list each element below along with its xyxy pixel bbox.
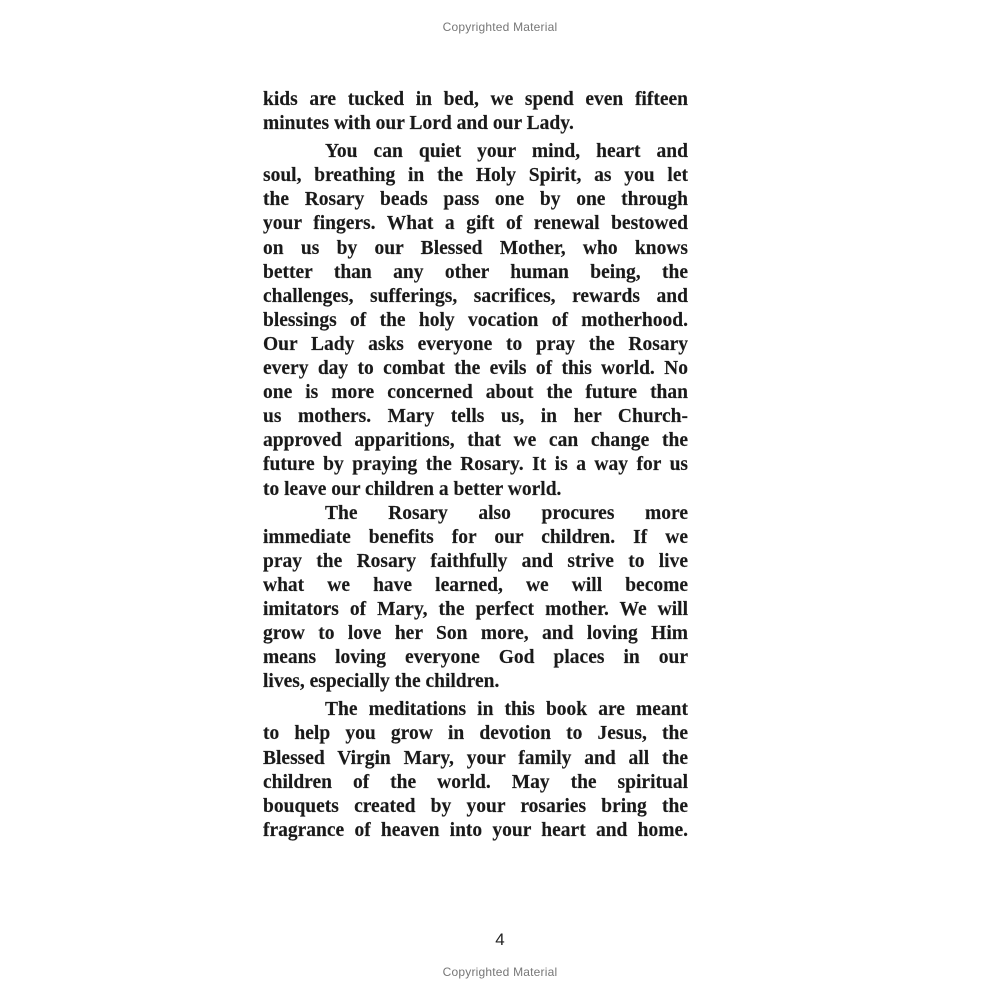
text-line: imitators of Mary, the perfect mother. We will	[263, 598, 688, 620]
text-line: Blessed Virgin Mary, your family and all the	[263, 747, 688, 769]
text-line: bouquets created by your rosaries bring the	[263, 795, 688, 817]
text-line: fragrance of heaven into your heart and home.	[263, 819, 688, 841]
text-line: kids are tucked in bed, we spend even fifteen	[263, 89, 688, 110]
text-line: challenges, sufferings, sacrifices, rewards and	[263, 285, 688, 307]
text-line: the Rosary beads pass one by one through	[263, 189, 688, 211]
text-line: to help you grow in devotion to Jesus, the	[263, 723, 688, 745]
text-line: approved apparitions, that we can change the	[263, 430, 688, 452]
text-line: children of the world. May the spiritual	[263, 771, 688, 793]
text-line: future by praying the Rosary. It is a way for us	[263, 454, 688, 476]
text-line: your fingers. What a gift of renewal bestowed	[263, 213, 688, 235]
text-line: on us by our Blessed Mother, who knows	[263, 237, 688, 259]
text-line: one is more concerned about the future than	[263, 382, 688, 404]
text-line: to leave our children a better world.	[263, 478, 562, 500]
paragraph-1	[263, 88, 688, 136]
text-line: The meditations in this book are meant	[325, 699, 688, 721]
text-line: minutes with our Lord and our Lady.	[263, 113, 574, 135]
text-line: Our Lady asks everyone to pray the Rosary	[263, 333, 688, 355]
text-line: lives, especially the children.	[263, 671, 500, 693]
page-number: 4	[495, 930, 505, 949]
text-line: every day to combat the evils of this world. No	[263, 358, 688, 380]
paragraph-3	[263, 502, 688, 695]
text-line: us mothers. Mary tells us, in her Church-	[263, 406, 688, 428]
text-line: soul, breathing in the Holy Spirit, as you let	[263, 165, 688, 187]
copyright-watermark-bottom: Copyrighted Material	[442, 965, 558, 979]
text-line: means loving everyone God places in our	[263, 647, 688, 669]
text-line: immediate benefits for our children. If we	[263, 526, 688, 548]
text-line: The Rosary also procures more	[325, 502, 688, 524]
text-line: pray the Rosary faithfully and strive to live	[263, 550, 688, 572]
paragraph-2	[263, 140, 688, 501]
text-line: what we have learned, we will become	[263, 574, 688, 596]
copyright-watermark-top: Copyrighted Material	[442, 20, 558, 34]
paragraph-4	[263, 698, 688, 843]
page-body-text	[263, 88, 688, 843]
text-line: grow to love her Son more, and loving Him	[263, 623, 688, 645]
text-line: better than any other human being, the	[263, 261, 688, 283]
text-line: You can quiet your mind, heart and	[325, 141, 688, 163]
text-line: blessings of the holy vocation of motherhood.	[263, 309, 688, 331]
